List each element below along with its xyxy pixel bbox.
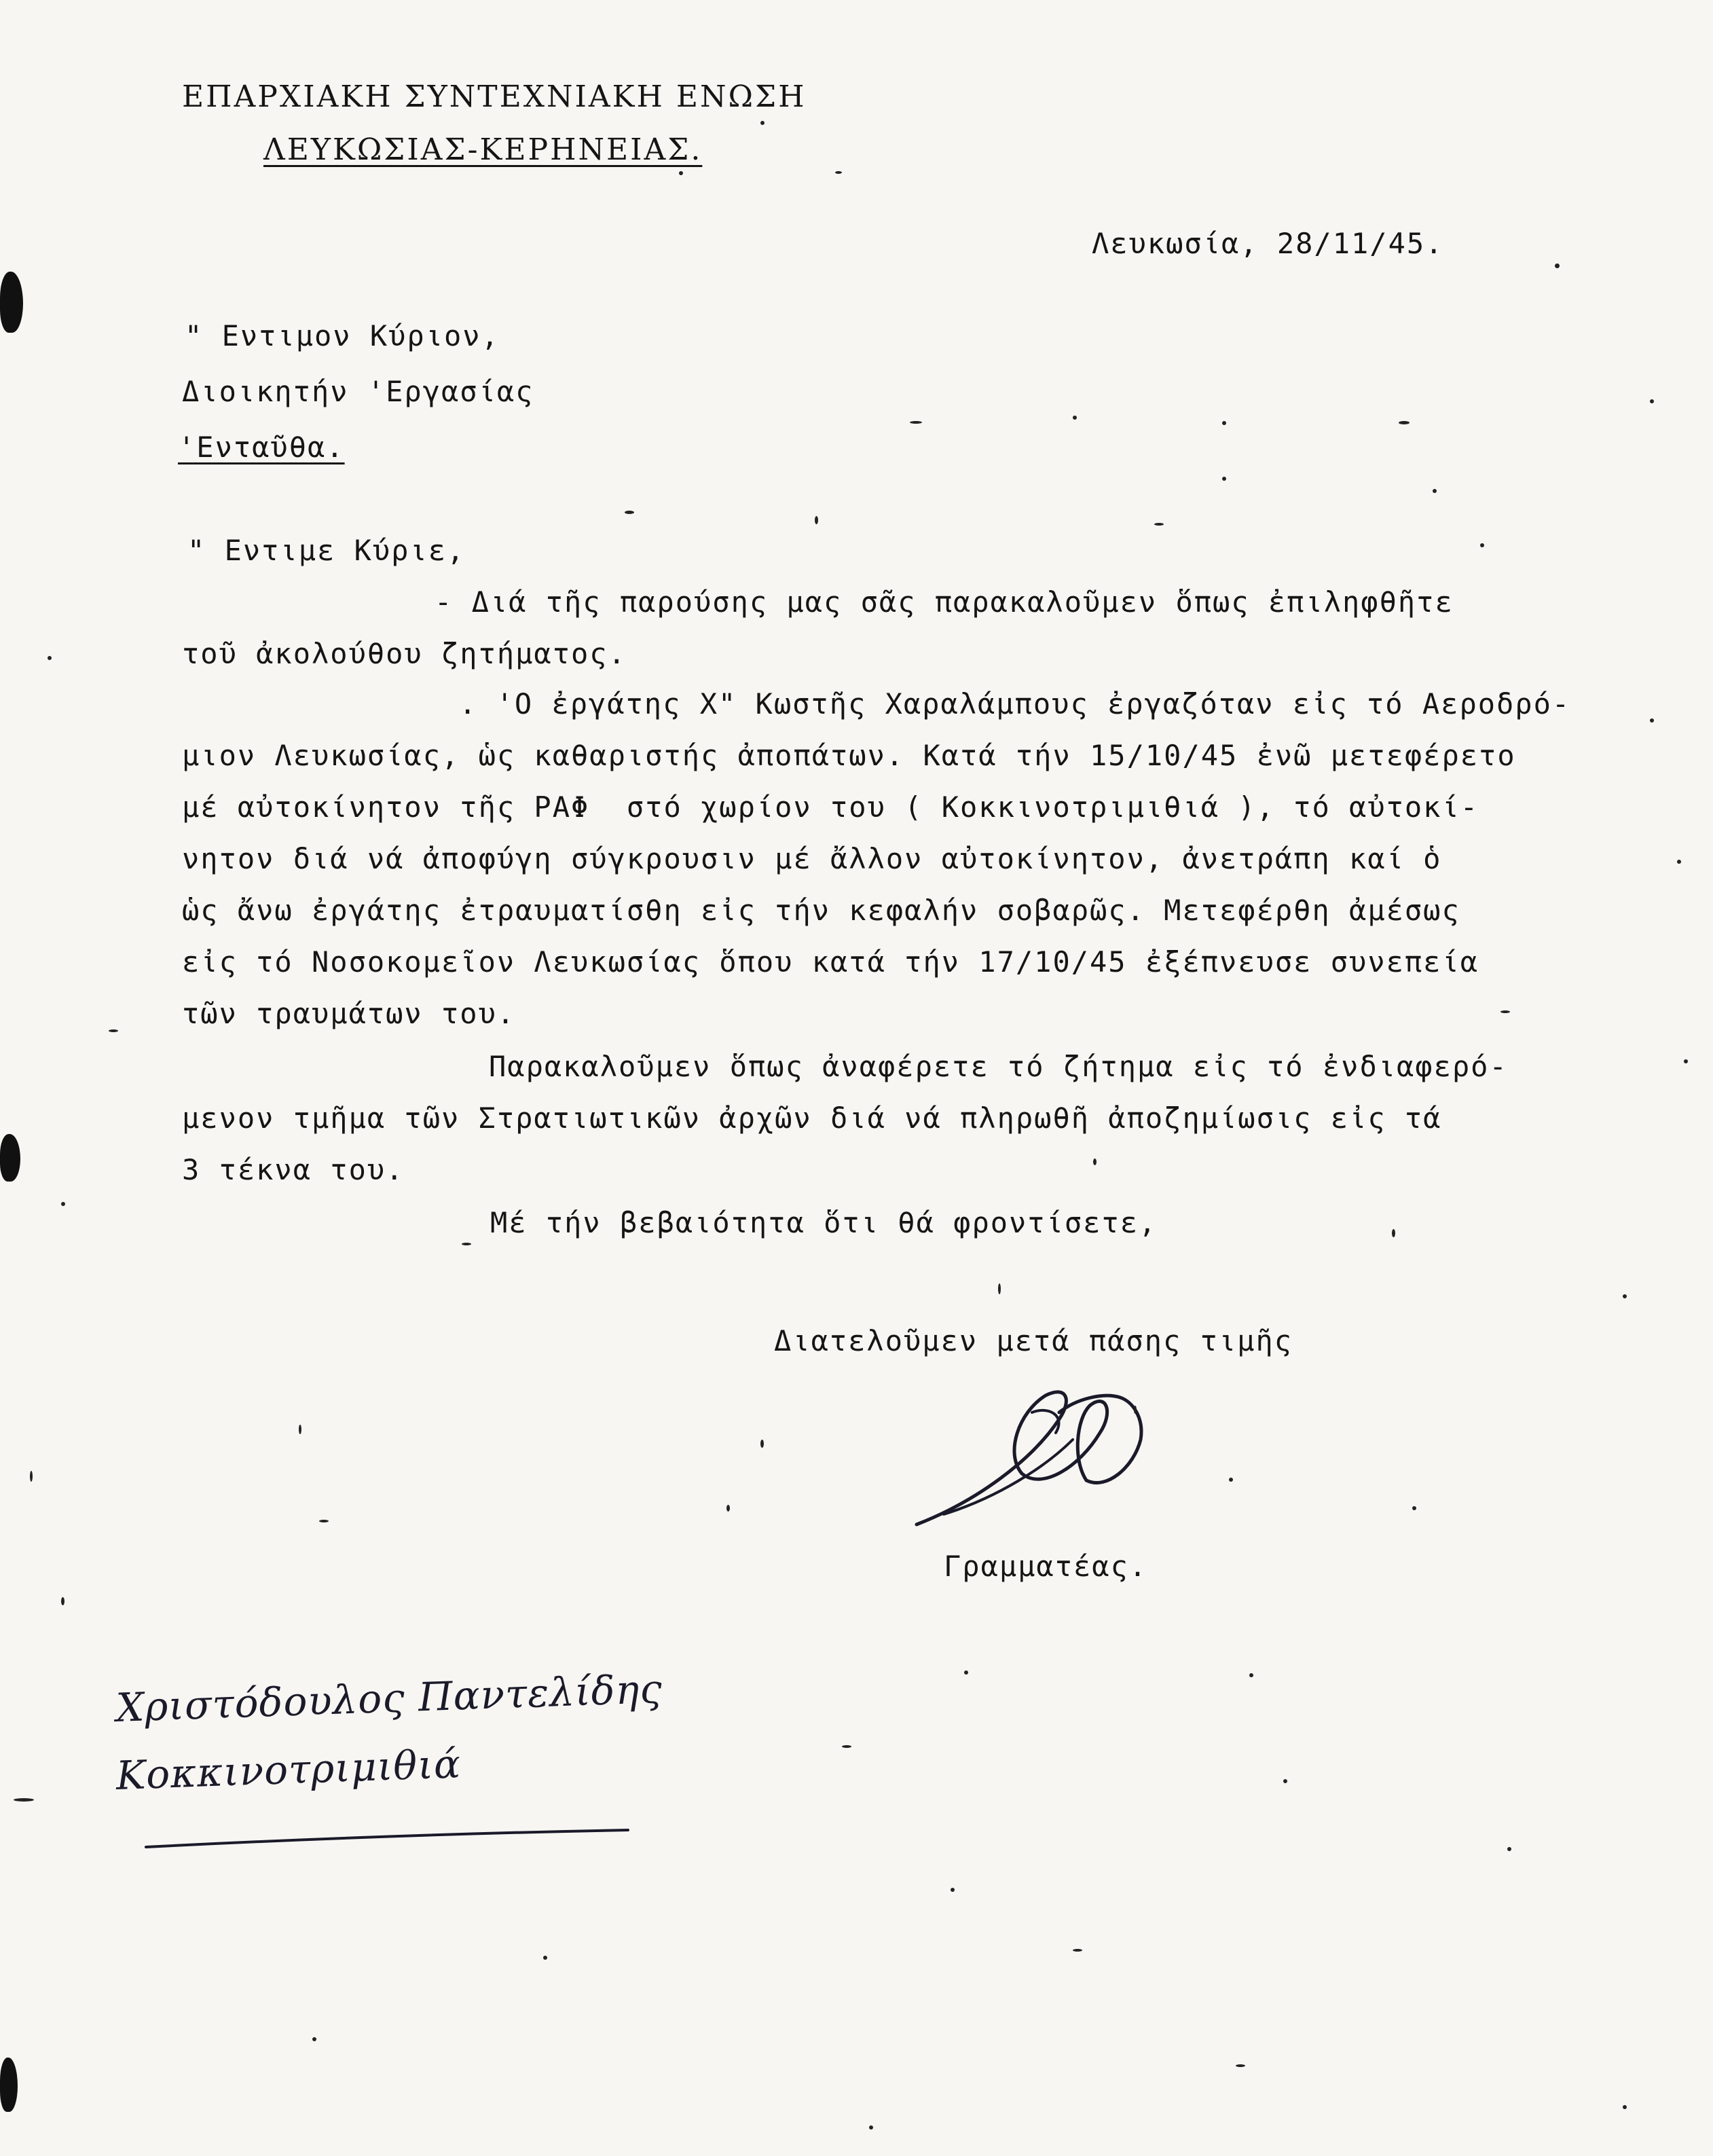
body-line: εἰς τό Νοσοκομεῖον Λευκωσίας ὅπου κατά τήν 17/10/45 ἐξέπνευσε συνεπεία xyxy=(182,945,1479,979)
scan-speck xyxy=(760,1440,764,1448)
closing-line: Διατελοῦμεν μετά πάσης τιμῆς xyxy=(774,1324,1293,1357)
scan-speck xyxy=(14,1798,34,1802)
salutation: " Εντιμε Κύριε, xyxy=(187,534,466,567)
recipient-line-3: 'Ενταῦθα. xyxy=(178,431,345,464)
body-line: τοῦ ἀκολούθου ζητήματος. xyxy=(182,637,627,670)
scan-speck xyxy=(61,1202,65,1206)
scan-blot xyxy=(0,2058,18,2112)
scan-speck xyxy=(1399,421,1410,424)
scan-speck xyxy=(964,1670,968,1675)
scan-speck xyxy=(1222,421,1226,425)
scan-speck xyxy=(815,516,818,524)
scan-speck xyxy=(1507,1847,1511,1851)
scan-speck xyxy=(319,1520,329,1522)
recipient-line-1: " Εντιμον Κύριον, xyxy=(185,319,500,352)
scan-blot xyxy=(0,1134,20,1182)
scan-speck xyxy=(625,511,634,514)
scan-speck xyxy=(312,2037,316,2041)
scan-speck xyxy=(1555,263,1560,268)
scan-speck xyxy=(61,1597,65,1605)
scan-speck xyxy=(1222,477,1226,481)
body-line: - Διά τῆς παρούσης μας σᾶς παρακαλοῦμεν ὅπως ἐπιληφθῆτε xyxy=(435,585,1454,619)
scan-speck xyxy=(1480,543,1484,547)
body-line: . 'Ο ἐργάτης Χ" Κωστῆς Χαραλάμπους ἐργαζόταν εἰς τό Αεροδρό- xyxy=(459,687,1571,720)
handwritten-note-line-1: Χριστόδουλος Παντελίδης xyxy=(115,1665,663,1731)
scan-speck xyxy=(842,1745,851,1748)
scan-speck xyxy=(1236,2064,1245,2067)
body-line: μέ αὐτοκίνητον τῆς ΡΑΦ στό χωρίον του ( Κοκκινοτριμιθιά ), τό αὐτοκί- xyxy=(182,790,1479,824)
scan-speck xyxy=(1134,1406,1137,1414)
handwritten-note xyxy=(115,1665,794,1867)
scan-speck xyxy=(1073,416,1077,420)
handwritten-underline xyxy=(143,1827,631,1854)
scan-speck xyxy=(835,171,842,174)
signature-title: Γραμματέας. xyxy=(944,1550,1148,1583)
scan-speck xyxy=(726,1505,730,1512)
scan-speck xyxy=(1392,1229,1395,1237)
scan-speck xyxy=(910,421,922,424)
body-line: τῶν τραυμάτων του. xyxy=(182,997,516,1030)
letterhead-line-2: ΛΕΥΚΩΣΙΑΣ-ΚΕΡΗΝΕΙΑΣ. xyxy=(263,132,703,167)
scan-speck xyxy=(1433,489,1437,493)
scan-speck xyxy=(998,1283,1001,1294)
scan-speck xyxy=(760,121,765,125)
scan-speck xyxy=(1500,1010,1510,1013)
scan-speck xyxy=(1412,1506,1416,1510)
body-line: μενον τμῆμα τῶν Στρατιωτικῶν ἀρχῶν διά νά πληρωθῆ ἀποζημίωσις εἰς τά xyxy=(182,1101,1442,1135)
scan-speck xyxy=(1093,1158,1097,1165)
scan-speck xyxy=(462,1243,471,1245)
scan-speck xyxy=(951,1888,955,1892)
body-line: ὡς ἄνω ἐργάτης ἐτραυματίσθη εἰς τήν κεφαλήν σοβαρῶς. Μετεφέρθη ἀμέσως xyxy=(182,894,1460,927)
body-line: Μέ τήν βεβαιότητα ὅτι θά φροντίσετε, xyxy=(490,1206,1158,1239)
scan-speck xyxy=(1623,1294,1627,1298)
signature-scribble xyxy=(903,1365,1175,1541)
scan-speck xyxy=(48,656,52,660)
recipient-line-2: Διοικητήν 'Εργασίας xyxy=(182,375,534,408)
scan-speck xyxy=(109,1029,118,1032)
scan-speck xyxy=(1677,860,1681,864)
scan-blot xyxy=(0,272,23,333)
scan-speck xyxy=(1623,2105,1627,2109)
scan-speck xyxy=(869,2125,873,2130)
body-line: μιον Λευκωσίας, ὡς καθαριστής ἀποπάτων. Κατά τήν 15/10/45 ἐνῶ μετεφέρετο xyxy=(182,739,1516,772)
scan-speck xyxy=(1650,399,1654,403)
scan-speck xyxy=(1073,1949,1082,1952)
scan-speck xyxy=(1249,1673,1253,1677)
letter-date: Λευκωσία, 28/11/45. xyxy=(1092,227,1444,260)
scan-speck xyxy=(1154,523,1164,526)
handwritten-note-line-2: Κοκκινοτριμιθιά xyxy=(115,1740,462,1799)
scan-speck xyxy=(1283,1779,1287,1783)
scan-speck xyxy=(543,1956,547,1960)
body-line: Παρακαλοῦμεν ὅπως ἀναφέρετε τό ζήτημα εἰς τό ἐνδιαφερό- xyxy=(489,1050,1508,1083)
scan-speck xyxy=(30,1471,33,1482)
scan-speck xyxy=(679,171,683,175)
body-line: 3 τέκνα του. xyxy=(182,1153,405,1186)
body-line: νητον διά νά ἀποφύγη σύγκρουσιν μέ ἄλλον αὐτοκίνητον, ἀνετράπη καί ὁ xyxy=(182,842,1442,875)
scan-speck xyxy=(1229,1478,1233,1482)
scan-speck xyxy=(1650,718,1654,723)
scan-speck xyxy=(1684,1059,1688,1063)
scan-speck xyxy=(299,1425,301,1434)
letterhead-line-1: ΕΠΑΡΧΙΑΚΗ ΣΥΝΤΕΧΝΙΑΚΗ ΕΝΩΣΗ xyxy=(182,79,807,114)
